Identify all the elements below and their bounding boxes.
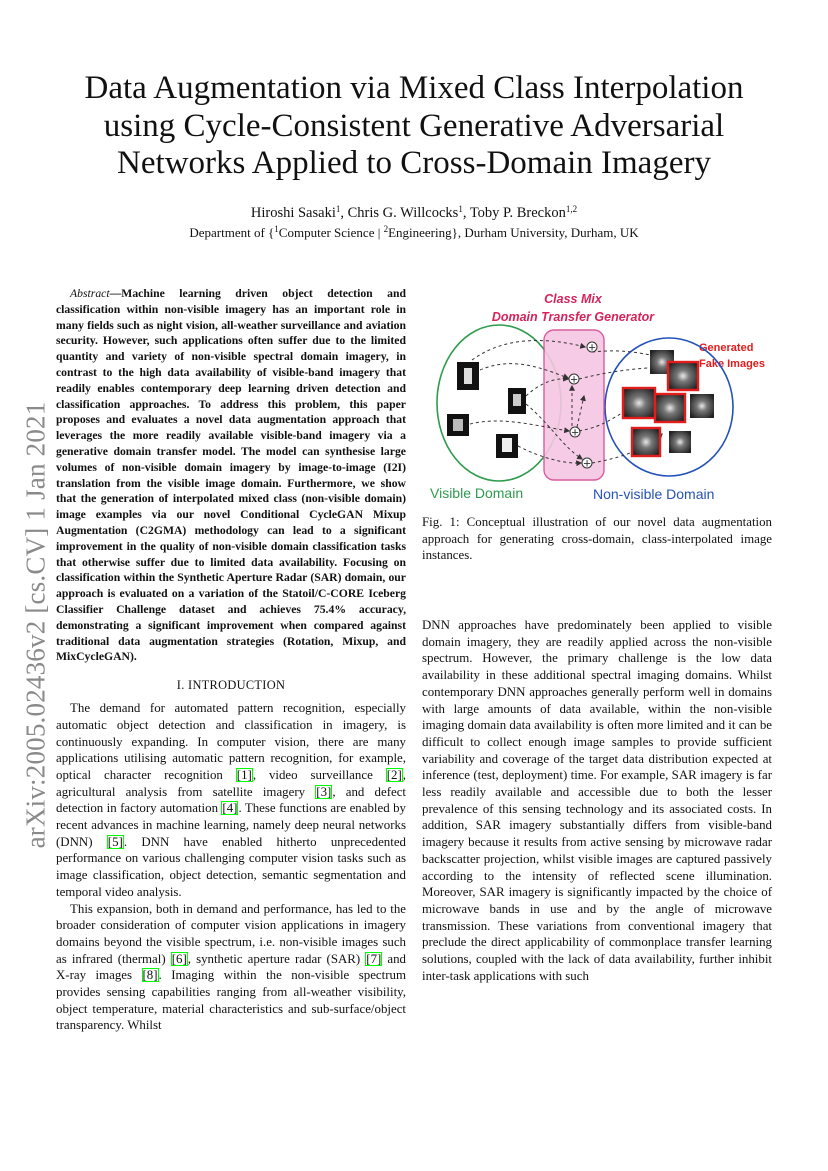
- mix-node-plus: +: [588, 339, 596, 355]
- generated-label-line1: Generated: [699, 342, 754, 354]
- visible-image-thumbnail: [496, 434, 518, 458]
- section-title-rest: NTRODUCTION: [192, 678, 286, 693]
- arxiv-identifier: [16, 380, 56, 870]
- affiliation-mark: 2: [383, 224, 389, 234]
- section-heading-introduction: [56, 678, 406, 693]
- author-affiliation-mark: 1: [458, 204, 463, 214]
- text-run: The demand for automated pattern recognition, especially automatic object detection and classification in imagery, is continuously expanding. In computer vision, there are many applications utilising automatic pattern recognition, for example, optical character recognition: [56, 701, 406, 782]
- affiliation: [60, 224, 768, 242]
- visible-image-thumbnail: [457, 362, 479, 390]
- figure-1-diagram: [422, 286, 774, 508]
- figure-1: [422, 286, 774, 508]
- author-separator: ,: [462, 205, 470, 221]
- left-column: [56, 286, 406, 1034]
- author-name: Hiroshi Sasaki: [250, 205, 336, 221]
- visible-image-thumbnail: [447, 414, 469, 436]
- text-run: . Imaging within the non-visible spectrum provides sensing capabilities ranging from all-weather visibility, object temperature, material characteristics and sub-surface/object transparency. Whilst: [56, 968, 406, 1033]
- generated-sar-image: [669, 431, 691, 453]
- mix-node-plus: +: [570, 371, 578, 387]
- text-run: This expansion, both in demand and performance, has led to the broader consideration of computer vision applications in imagery domains beyond the visible spectrum, i.e. non-visible images such as infrared (thermal): [56, 901, 406, 966]
- abstract: [56, 286, 406, 665]
- section-number: I.: [176, 678, 188, 693]
- text-run: and X-ray images: [56, 951, 407, 983]
- title-line: Data Augmentation via Mixed Class Interpolation: [84, 70, 744, 106]
- mix-node-plus: +: [583, 455, 591, 471]
- citation-link[interactable]: [8]: [142, 968, 158, 983]
- figure-1-caption: Fig. 1: Conceptual illustration of our novel data augmentation approach for generating cross-domain, class-interpolated image instances.: [422, 515, 772, 563]
- generated-sar-image: [623, 388, 655, 418]
- abstract-dash: —: [109, 287, 122, 300]
- text-run: , agricultural analysis from satellite imagery: [56, 767, 406, 799]
- nonvisible-domain-label: Non-visible Domain: [593, 486, 715, 502]
- affiliation-mark: 1: [274, 224, 279, 234]
- generated-sar-image: [632, 428, 660, 456]
- citation-link[interactable]: [2]: [386, 767, 402, 782]
- arxiv-identifier-text: arXiv:2005.02436v2 [cs.CV] 1 Jan 2021: [20, 401, 51, 849]
- generated-sar-image: [668, 362, 698, 390]
- intro-paragraph-1: [56, 700, 406, 900]
- section-title-initial: I: [188, 678, 193, 693]
- author-affiliation-mark: 1,2: [565, 204, 578, 214]
- abstract-label: Abstract: [70, 287, 110, 300]
- generated-sar-image: [690, 394, 714, 418]
- text-run: , and defect detection in factory automation: [56, 784, 407, 816]
- author-list: [60, 204, 768, 222]
- citation-link[interactable]: [5]: [107, 834, 123, 849]
- text-run: , synthetic aperture radar (SAR): [187, 951, 366, 966]
- author-name: Toby P. Breckon: [469, 205, 566, 221]
- citation-link[interactable]: [3]: [316, 784, 332, 799]
- citation-link[interactable]: [6]: [171, 951, 187, 966]
- affiliation-prefix: Department of {: [189, 225, 275, 240]
- mix-node-plus: +: [571, 424, 579, 440]
- generated-sar-image: [655, 394, 685, 422]
- text-run: , video surveillance: [252, 767, 386, 782]
- citation-link[interactable]: [7]: [366, 951, 382, 966]
- right-column: [422, 617, 772, 984]
- figure-title-line1: Class Mix: [544, 292, 602, 306]
- visible-image-thumbnail: [508, 388, 526, 414]
- paper-title: [60, 70, 768, 183]
- author-name: Chris G. Willcocks: [347, 205, 459, 221]
- abstract-text: Machine learning driven object detection and classification within non-visible imagery has an important role in many fields such as night vision, all-weather surveillance and aviation security. However, such applications often suffer due to the limited quantity and variety of non-visible spectral domain imagery, in contrast to the high data availability of visible-band imagery that readily enables contemporary deep learning driven detection and classification approaches. To address this problem, this paper proposes and evaluates a novel data augmentation approach that leverages the more readily available visible-band imagery via a generative domain transfer model. The model can synthesise large volumes of non-visible domain imagery by image-to-image (I2I) translation from the visible image domain. Furthermore, we show that the generation of interpolated mixed class (non-visible domain) image examples via our novel Conditional CycleGAN Mixup Augmentation (C2GMA) methodology can lead to a significant improvement in the quality of non-visible domain classification tasks that otherwise suffer due to limited data availability. Focusing on classification within the Synthetic Aperture Radar (SAR) domain, our approach is evaluated on a variation of the Statoil/C-CORE Iceberg Classifier Challenge dataset and achieves 75.4% accuracy, demonstrating a significant improvement when compared against traditional data augmentation strategies (Rotation, Mixup, and MixCycleGAN).: [56, 287, 406, 664]
- author-separator: ,: [340, 205, 348, 221]
- generated-label-line2: Fake Images: [699, 358, 766, 370]
- author-affiliation-mark: 1: [335, 204, 341, 214]
- title-line: using Cycle-Consistent Generative Adversarial: [103, 107, 725, 144]
- figure-title-line2: Domain Transfer Generator: [491, 310, 655, 324]
- title-line: Networks Applied to Cross-Domain Imagery: [117, 145, 711, 181]
- affiliation-cs: Computer Science |: [278, 225, 384, 240]
- affiliation-eng: Engineering}, Durham University, Durham, UK: [388, 225, 639, 240]
- citation-link[interactable]: [4]: [222, 801, 238, 816]
- right-paragraph: DNN approaches have predominately been applied to visible domain imagery, they are readily applied across the non-visible spectrum. However, the primary challenge is the low data availability in these additional spectral imaging domains. Whilst contemporary DNN approaches generally perform well in domains with large amounts of data available, within the non-visible imaging domain data availability is often more limited and it can be difficult to collect enough image samples to provide sufficient variability and coverage of the target data distribution expected at inference (test, deployment) time. For example, SAR imagery is far less readily available and accessible due to both the lesser prevalence of this sensing technology and its associated costs. In addition, SAR imagery substantially differs from visible-band imagery because it results from active sensing by microwave radar backscatter projection, whilst visible images are captured passively according to the intensity of reflected scene illumination. Moreover, SAR imagery is significantly impacted by the choice of microwave bands in use and by the angle of microwave transmission. These variations from conventional imagery that preclude the direct applicability of commonplace transfer learning solutions, coupled with the lack of data availability, further inhibit inter-task applications with such: [422, 618, 772, 983]
- text-run: . DNN have enabled hitherto unprecedented performance on various challenging computer vision tasks such as image classification, object detection, semantic segmentation and temporal video analysis.: [56, 834, 406, 899]
- text-run: . These functions are enabled by recent advances in machine learning, namely deep neural networks (DNN): [56, 801, 406, 849]
- citation-link[interactable]: [1]: [236, 767, 252, 782]
- visible-domain-label: Visible Domain: [430, 485, 524, 501]
- intro-paragraph-2: [56, 901, 406, 1035]
